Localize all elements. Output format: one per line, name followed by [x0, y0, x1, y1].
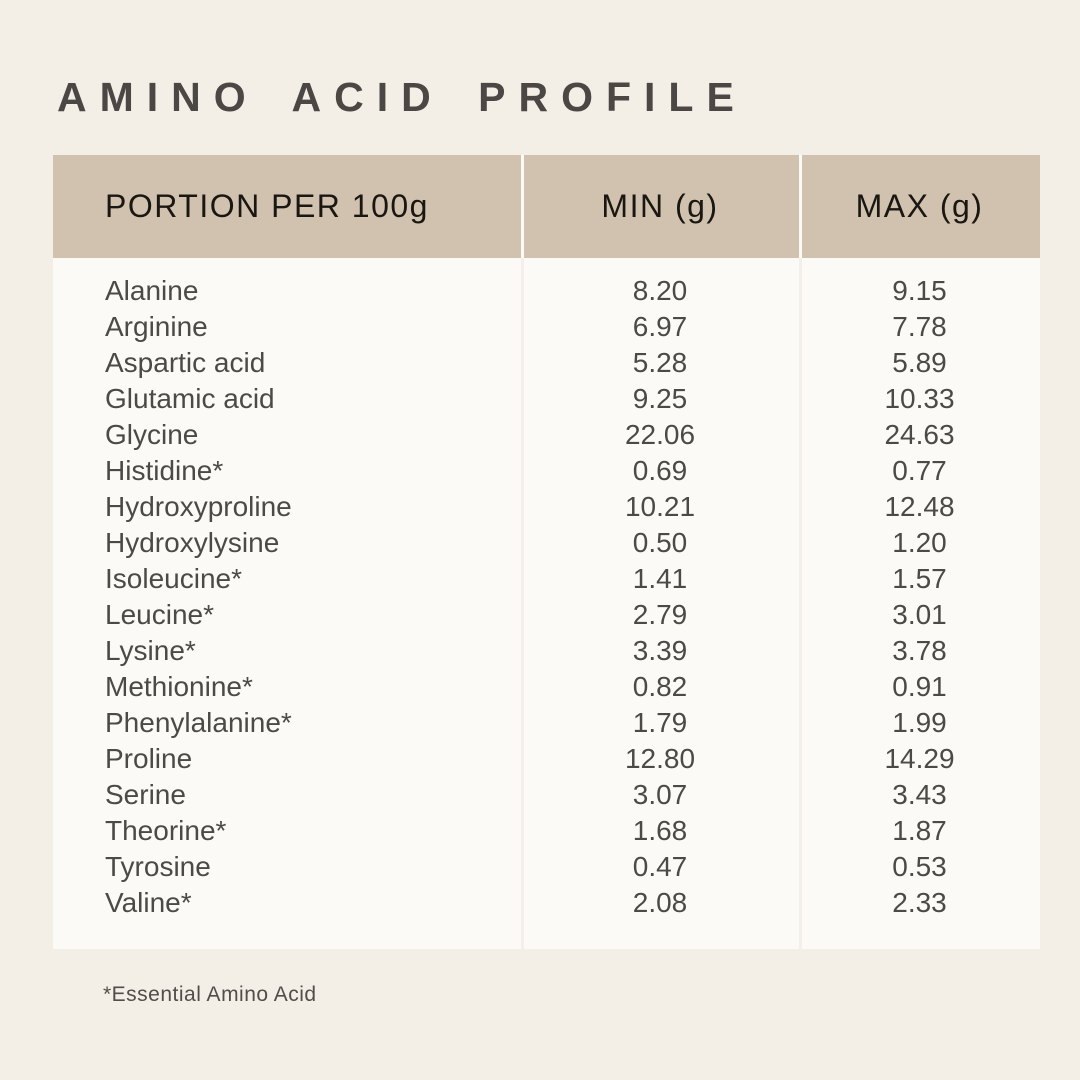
cell-name: Histidine*: [105, 455, 224, 486]
cell-min: 1.68: [632, 815, 688, 846]
table-row: [53, 885, 1040, 921]
table-row: [53, 309, 1040, 345]
column-divider: [799, 155, 802, 949]
table-row: [53, 741, 1040, 777]
table-row: [53, 669, 1040, 705]
cell-min: 22.06: [624, 419, 696, 450]
cell-min: 8.20: [632, 275, 688, 306]
cell-max: 3.43: [892, 779, 947, 810]
cell-name: Arginine: [105, 311, 208, 342]
table-row: [53, 705, 1040, 741]
table-row: [53, 417, 1040, 453]
cell-name: Methionine*: [105, 671, 253, 702]
cell-max: 1.20: [892, 527, 947, 558]
cell-max: 14.29: [884, 743, 955, 774]
cell-max: 3.01: [892, 599, 947, 630]
cell-min: 10.21: [624, 491, 696, 522]
cell-name: Leucine*: [105, 599, 214, 630]
column-header-min: MIN (g): [601, 188, 719, 224]
table-row: [53, 381, 1040, 417]
page-title: AMINO ACID PROFILE: [57, 74, 747, 121]
cell-min: 0.69: [632, 455, 688, 486]
cell-max: 12.48: [884, 491, 955, 522]
cell-name: Tyrosine: [105, 851, 211, 882]
cell-name: Alanine: [105, 275, 199, 306]
table-row: [53, 345, 1040, 381]
column-header-portion: PORTION PER 100g: [105, 188, 429, 224]
table-row: [53, 273, 1040, 309]
cell-max: 1.87: [892, 815, 947, 846]
cell-max: 0.53: [892, 851, 947, 882]
cell-max: 10.33: [884, 383, 955, 414]
cell-max: 0.77: [892, 455, 947, 486]
table-row: [53, 777, 1040, 813]
cell-min: 0.50: [632, 527, 688, 558]
cell-name: Glutamic acid: [105, 383, 275, 414]
cell-max: 5.89: [892, 347, 947, 378]
cell-max: 1.57: [892, 563, 947, 594]
cell-max: 24.63: [884, 419, 955, 450]
table-row: [53, 561, 1040, 597]
cell-name: Aspartic acid: [105, 347, 266, 378]
table-row: [53, 489, 1040, 525]
table-row: [53, 597, 1040, 633]
cell-name: Proline: [105, 743, 193, 774]
column-divider: [521, 155, 524, 949]
cell-name: Glycine: [105, 419, 199, 450]
amino-acid-table: [53, 155, 1040, 949]
cell-max: 1.99: [892, 707, 947, 738]
cell-max: 7.78: [892, 311, 947, 342]
table-row: [53, 813, 1040, 849]
cell-min: 12.80: [624, 743, 696, 774]
cell-min: 3.07: [632, 779, 688, 810]
cell-min: 1.79: [632, 707, 688, 738]
cell-min: 9.25: [632, 383, 688, 414]
cell-max: 2.33: [892, 887, 947, 918]
cell-min: 1.41: [632, 563, 688, 594]
cell-name: Valine*: [105, 887, 192, 918]
cell-min: 2.79: [632, 599, 688, 630]
table-row: [53, 849, 1040, 885]
table-header-row: [53, 155, 1040, 258]
cell-name: Phenylalanine*: [105, 707, 292, 738]
cell-max: 0.91: [892, 671, 947, 702]
cell-min: 5.28: [632, 347, 688, 378]
cell-min: 2.08: [632, 887, 688, 918]
cell-max: 3.78: [892, 635, 947, 666]
table-row: [53, 453, 1040, 489]
cell-max: 9.15: [892, 275, 947, 306]
table-row: [53, 525, 1040, 561]
essential-amino-acid-footnote: *Essential Amino Acid: [103, 983, 317, 1006]
table-row: [53, 633, 1040, 669]
cell-min: 0.47: [632, 851, 688, 882]
cell-min: 0.82: [632, 671, 688, 702]
cell-name: Isoleucine*: [105, 563, 242, 594]
cell-min: 6.97: [632, 311, 688, 342]
cell-name: Hydroxyproline: [105, 491, 292, 522]
cell-name: Serine: [105, 779, 186, 810]
cell-name: Hydroxylysine: [105, 527, 280, 558]
cell-name: Theorine*: [105, 815, 227, 846]
cell-name: Lysine*: [105, 635, 196, 666]
cell-min: 3.39: [632, 635, 688, 666]
column-header-max: MAX (g): [855, 188, 984, 224]
table-body: [53, 258, 1040, 949]
